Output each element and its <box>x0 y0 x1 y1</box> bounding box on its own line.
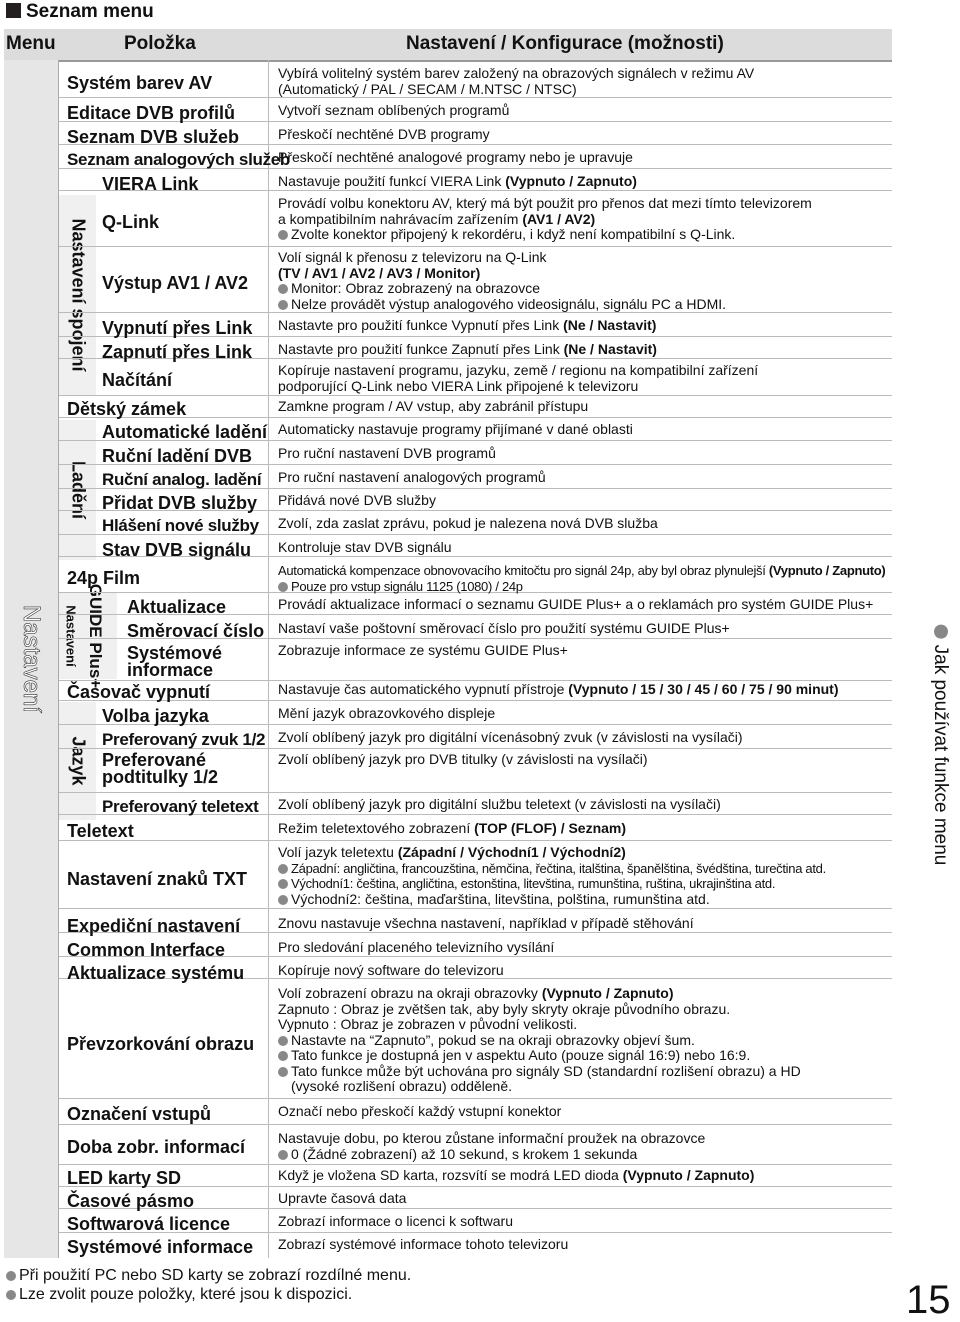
item-description <box>278 196 888 243</box>
item-description <box>278 1214 888 1230</box>
menu-item-label: Common Interface <box>67 940 226 960</box>
note-text: Tato funkce může být uchována pro signály SD (standardní rozlišení obrazu) a HD <box>291 1062 801 1079</box>
footnote-1 <box>6 1266 411 1285</box>
menu-item-label: Ruční analog. ladění <box>102 470 262 489</box>
menu-item-label: Systém barev AV <box>67 73 213 93</box>
menu-item[interactable] <box>102 730 265 750</box>
option-values: (Ne / Nastavit) <box>563 341 657 357</box>
description-text: Zobrazí informace o licenci k softwaru <box>278 1213 513 1229</box>
description-text: Zapnuto : Obraz je zvětšen tak, aby byly skryty okraje původního obrazu. <box>278 1000 731 1017</box>
side-label-text: Jak používat funkce menu <box>930 644 951 866</box>
menu-item[interactable] <box>102 318 252 338</box>
option-values: (AV1 / AV2) <box>522 210 596 227</box>
group-guide-sub-label: Nastavení <box>63 605 79 667</box>
menu-item-label-2: podtitulky 1/2 <box>102 767 219 787</box>
menu-item[interactable] <box>102 470 261 490</box>
section-title <box>6 0 154 24</box>
col-menu-header: Menu <box>6 33 56 54</box>
description-text: Mění jazyk obrazovkového displeje <box>278 705 496 721</box>
menu-item-label: Výstup AV1 / AV2 <box>102 273 249 293</box>
menu-item-label: Stav DVB signálu <box>102 540 252 560</box>
item-description <box>278 563 888 594</box>
item-description <box>278 1237 888 1253</box>
description-text: Zamkne program / AV vstup, aby zabránil přístupu <box>278 398 589 414</box>
menu-item[interactable] <box>67 821 134 841</box>
bullet-icon <box>278 1036 288 1046</box>
item-description <box>278 516 888 532</box>
menu-name: Nastavení <box>18 604 45 714</box>
description-text: Volí zobrazení obrazu na okraji obrazovky <box>278 985 538 1001</box>
item-description <box>278 66 888 97</box>
menu-item-label: Přidat DVB služby <box>102 493 258 513</box>
menu-item-label: Hlášení nové služby <box>102 516 259 535</box>
option-values: (Západní / Východní1 / Východní2) <box>397 844 626 860</box>
item-description <box>278 797 888 813</box>
description-text: Pro ruční nastavení DVB programů <box>278 445 496 461</box>
note-text: Východní1: čeština, angličtina, estonština, litevština, rumunština, ruština, ukrajinština atd. <box>291 876 776 891</box>
col-settings-header: Nastavení / Konfigurace (možnosti) <box>406 33 724 54</box>
menu-item[interactable] <box>67 150 290 170</box>
group-guide-label: GUIDE Plus+ <box>86 583 105 689</box>
menu-item-label: Zapnutí přes Link <box>102 342 253 362</box>
col-item-header: Položka <box>124 33 196 54</box>
menu-item[interactable] <box>102 212 159 232</box>
description-text: Přidává nové DVB služby <box>278 492 436 508</box>
side-tab <box>925 585 955 905</box>
description-text: Nastavuje dobu, po kterou zůstane informační proužek na obrazovce <box>278 1130 706 1146</box>
bullet-icon <box>278 864 288 874</box>
bullet-icon <box>278 879 288 889</box>
menu-item-label: Systémové <box>127 643 223 663</box>
note-text: (vysoké rozlišení obrazu) odděleně. <box>291 1078 513 1094</box>
description-text: Znovu nastavuje všechna nastavení, například v případě stěhování <box>278 915 694 931</box>
description-text: Automatická kompenzace obnovovacího kmitočtu pro signál 24p, aby byl obraz plynulejší <box>278 563 766 578</box>
menu-item[interactable] <box>67 916 240 936</box>
menu-item-label: Dětský zámek <box>67 399 187 419</box>
description-text: Nastavuje čas automatického vypnutí přístroje <box>278 681 565 697</box>
item-description <box>278 643 888 659</box>
menu-item[interactable] <box>102 540 251 560</box>
group-tuning <box>59 420 96 560</box>
row-divider <box>59 1098 892 1099</box>
description-text: Nastavte pro použití funkce Vypnutí přes Link <box>278 317 560 333</box>
column-divider <box>268 60 269 1258</box>
item-description <box>278 845 888 907</box>
menu-item-label: Aktualizace <box>127 597 227 617</box>
menu-item-label: Seznam DVB služeb <box>67 127 240 147</box>
menu-item[interactable] <box>102 446 252 466</box>
description-text: Volí signál k přenosu z televizoru na Q-Link <box>278 249 547 265</box>
item-description <box>278 916 888 932</box>
bullet-icon <box>278 895 288 905</box>
description-text: Zvolí oblíbený jazyk pro DVB titulky (v závislosti na vysílači) <box>278 751 648 767</box>
menu-item[interactable] <box>102 342 252 362</box>
item-description <box>278 250 888 312</box>
item-description <box>278 1104 888 1120</box>
item-description <box>278 540 888 556</box>
description-text: Kopíruje nový software do televizoru <box>278 962 504 978</box>
menu-item-label: 24p Film <box>67 568 141 588</box>
description-text: Vybírá volitelný systém barev založený na obrazových signálech v režimu AV <box>278 65 755 81</box>
description-text: Kontroluje stav DVB signálu <box>278 539 452 555</box>
menu-item-label: Převzorkování obrazu <box>67 1034 255 1054</box>
menu-item-label: Časovač vypnutí <box>67 682 211 702</box>
footnote-1-text: Při použití PC nebo SD karty se zobrazí rozdílné menu. <box>19 1267 412 1284</box>
menu-item[interactable] <box>67 127 239 147</box>
row-divider <box>59 840 892 841</box>
menu-item[interactable] <box>67 568 140 588</box>
bullet-icon <box>278 284 288 294</box>
note-text: Pouze pro vstup signálu 1125 (1080) / 24p <box>291 578 523 594</box>
side-label <box>929 625 951 866</box>
menu-column <box>4 60 59 1258</box>
group-link <box>59 195 96 395</box>
bullet-icon <box>278 1067 288 1077</box>
group-guide <box>59 583 117 689</box>
group-tuning-label: Ladění <box>68 460 88 520</box>
bullet-icon <box>278 300 288 310</box>
description-text: Vypnuto : Obraz je zobrazen v původní velikosti. <box>278 1016 578 1032</box>
menu-item-label: Nastavení znaků TXT <box>67 869 248 889</box>
option-values: (Vypnuto / Zapnuto) <box>768 563 886 578</box>
description-text: (Automatický / PAL / SECAM / M.NTSC / NTSC) <box>278 80 577 97</box>
row-divider <box>59 246 892 247</box>
footnote-2 <box>6 1285 352 1304</box>
menu-item-label: Softwarová licence <box>67 1214 231 1234</box>
row-divider <box>59 792 892 793</box>
menu-item-label: Směrovací číslo <box>127 621 265 641</box>
menu-item-label: Preferovaný teletext <box>102 797 259 816</box>
bullet-icon <box>278 582 288 592</box>
description-text: Označí nebo přeskočí každý vstupní konektor <box>278 1103 562 1119</box>
page-number: 15 <box>906 1278 951 1322</box>
item-description <box>278 597 888 613</box>
item-description <box>278 399 888 415</box>
menu-item[interactable] <box>127 621 264 641</box>
menu-item-label: Volba jazyka <box>102 706 209 726</box>
bullet-icon <box>278 1051 288 1061</box>
menu-item-label: LED karty SD <box>67 1168 182 1188</box>
menu-item[interactable] <box>102 706 209 726</box>
menu-item[interactable] <box>67 963 244 983</box>
menu-item[interactable] <box>102 422 267 442</box>
footnote-2-text: Lze zvolit pouze položky, které jsou k dispozici. <box>19 1286 353 1303</box>
item-description <box>278 174 888 190</box>
item-description <box>278 446 888 462</box>
menu-item-label: Expediční nastavení <box>67 916 241 936</box>
menu-item-label: Seznam analogových služeb <box>67 150 291 169</box>
menu-item[interactable] <box>67 869 247 889</box>
menu-item-label: Aktualizace systému <box>67 963 245 983</box>
description-text: Nastavuje použití funkcí VIERA Link <box>278 173 502 189</box>
item-description <box>278 1131 888 1162</box>
description-text: Když je vložena SD karta, rozsvítí se modrá LED dioda <box>278 1167 619 1183</box>
row-divider <box>59 1124 892 1125</box>
menu-item-label: Systémové informace <box>67 1237 254 1257</box>
option-values: (TOP (FLOF) / Seznam) <box>474 820 627 836</box>
note-text: Tato funkce je dostupná jen v aspektu Auto (pouze signál 16:9) nebo 16:9. <box>291 1047 751 1063</box>
row-divider <box>59 1186 892 1187</box>
section-square-icon <box>6 3 21 18</box>
menu-item[interactable] <box>102 174 198 194</box>
note-text: 0 (Žádné zobrazení) až 10 sekund, s krokem 1 sekunda <box>291 1145 638 1162</box>
menu-item[interactable] <box>127 645 222 679</box>
menu-item-label: Editace DVB profilů <box>67 103 236 123</box>
menu-item-label: Q-Link <box>102 212 159 232</box>
menu-item[interactable] <box>127 597 226 617</box>
option-values: (Vypnuto / Zapnuto) <box>505 173 637 189</box>
description-text: Zobrazuje informace ze systému GUIDE Plus+ <box>278 642 568 658</box>
menu-item[interactable] <box>67 399 186 419</box>
item-description <box>278 940 888 956</box>
option-values: (TV / AV1 / AV2 / AV3 / Monitor) <box>278 264 481 281</box>
menu-item[interactable] <box>67 682 210 702</box>
description-text: Provádí aktualizace informací o seznamu GUIDE Plus+ a o reklamách pro systém GUIDE Plus+ <box>278 596 874 612</box>
description-text: a kompatibilním nahrávacím zařízením <box>278 210 519 227</box>
menu-item-label: Časové pásmo <box>67 1191 195 1211</box>
item-description <box>278 682 888 698</box>
menu-item-label-2: informace <box>127 660 214 680</box>
description-text: Kopíruje nastavení programu, jazyku, země / regionu na kompatibilní zařízení <box>278 362 759 378</box>
item-description <box>278 422 888 438</box>
row-divider <box>59 908 892 909</box>
description-text: Přeskočí nechtěné analogové programy nebo je upravuje <box>278 149 633 165</box>
description-text: Nastaví vaše poštovní směrovací číslo pro použití systému GUIDE Plus+ <box>278 620 730 636</box>
menu-item-label: Preferovaný zvuk 1/2 <box>102 730 266 749</box>
description-text: Vytvoří seznam oblíbených programů <box>278 102 510 118</box>
item-description <box>278 986 888 1095</box>
note-text: Monitor: Obraz zobrazený na obrazovce <box>291 280 541 296</box>
item-description <box>278 752 888 768</box>
description-text: Přeskočí nechtěné DVB programy <box>278 126 490 142</box>
menu-item-label: Automatické ladění <box>102 422 268 442</box>
note-text: Východní2: čeština, maďarština, litevština, polština, rumunština atd. <box>291 890 710 907</box>
item-description <box>278 1168 888 1184</box>
item-description <box>278 706 888 722</box>
item-description <box>278 621 888 637</box>
description-text: Pro sledování placeného televizního vysílání <box>278 939 555 955</box>
side-bullet-icon <box>934 625 948 639</box>
menu-item[interactable] <box>67 1137 245 1157</box>
description-text: Pro ruční nastavení analogových programů <box>278 469 546 485</box>
menu-item[interactable] <box>102 370 172 390</box>
section-title-text: Seznam menu <box>26 1 154 22</box>
group-language <box>59 702 96 820</box>
item-description <box>278 730 888 746</box>
item-description <box>278 103 888 119</box>
group-link-label: Nastavení spojení <box>68 218 88 372</box>
row-divider <box>59 395 892 396</box>
note-text: Zvolte konektor připojený k rekordéru, i když není kompatibilní s Q-Link. <box>291 226 736 242</box>
description-text: Režim teletextového zobrazení <box>278 820 471 836</box>
note-text: Nastavte na “Zapnuto”, pokud se na okraji obrazovky objeví šum. <box>291 1031 695 1048</box>
item-description <box>278 493 888 509</box>
description-text: Automaticky nastavuje programy přijímané v dané oblasti <box>278 421 633 437</box>
option-values: (Vypnuto / 15 / 30 / 45 / 60 / 75 / 90 minut) <box>568 681 839 697</box>
option-values: (Ne / Nastavit) <box>563 317 657 333</box>
menu-item[interactable] <box>67 103 235 123</box>
row-divider <box>59 312 892 313</box>
note-text: Západní: angličtina, francouzština, němčina, řečtina, italština, španělština, švédština, turečtina atd. <box>291 860 826 876</box>
menu-item-label: Preferované <box>102 750 207 770</box>
menu-item[interactable] <box>67 1237 253 1257</box>
description-text: Provádí volbu konektoru AV, který má být použit pro přenos dat mezi tímto televizorem <box>278 195 812 211</box>
item-description <box>278 342 888 358</box>
description-text: Zvolí oblíbený jazyk pro digitální vícenásobný zvuk (v závislosti na vysílači) <box>278 729 743 745</box>
description-text: Zvolí, zda zaslat zprávu, pokud je nalezena nová DVB služba <box>278 515 658 531</box>
menu-item-label: Ruční ladění DVB <box>102 446 253 466</box>
menu-item-label: Označení vstupů <box>67 1104 212 1124</box>
note-text: Nelze provádět výstup analogového videosignálu, signálu PC a HDMI. <box>291 295 727 312</box>
menu-item-label: Doba zobr. informací <box>67 1137 246 1157</box>
menu-item[interactable] <box>102 273 248 293</box>
bullet-icon <box>278 230 288 240</box>
item-description <box>278 963 888 979</box>
description-text: Nastavte pro použití funkce Zapnutí přes Link <box>278 341 560 357</box>
item-description <box>278 318 888 334</box>
description-text: Zobrazí systémové informace tohoto televizoru <box>278 1236 569 1252</box>
row-divider <box>59 1164 892 1165</box>
menu-item[interactable] <box>67 1168 181 1188</box>
menu-item-label: Načítání <box>102 370 173 390</box>
description-text: Zvolí oblíbený jazyk pro digitální službu teletext (v závislosti na vysílači) <box>278 796 721 812</box>
menu-item[interactable] <box>67 1034 254 1054</box>
menu-item[interactable] <box>102 493 257 513</box>
item-description <box>278 363 888 394</box>
menu-item[interactable] <box>102 516 259 536</box>
option-values: (Vypnuto / Zapnuto) <box>622 1167 755 1183</box>
bullet-icon <box>6 1290 16 1300</box>
bullet-icon <box>6 1271 16 1281</box>
item-description <box>278 470 888 486</box>
table-header <box>4 29 892 62</box>
option-values: (Vypnuto / Zapnuto) <box>541 985 674 1001</box>
description-text: Volí jazyk teletextu <box>278 844 394 860</box>
menu-item[interactable] <box>102 752 218 786</box>
item-description <box>278 1191 888 1207</box>
item-description <box>278 150 888 166</box>
menu-item[interactable] <box>67 1191 194 1211</box>
group-language-label: Jazyk <box>68 736 88 786</box>
menu-item[interactable] <box>67 1214 230 1234</box>
item-description <box>278 821 888 837</box>
row-divider <box>59 97 892 98</box>
menu-item[interactable] <box>67 1104 211 1124</box>
bullet-icon <box>278 1150 288 1160</box>
menu-item[interactable] <box>67 940 225 960</box>
description-text: Upravte časová data <box>278 1190 407 1206</box>
menu-item[interactable] <box>102 797 259 817</box>
menu-item[interactable] <box>67 73 212 93</box>
item-description <box>278 127 888 143</box>
menu-item-label: VIERA Link <box>102 174 199 194</box>
description-text: podporující Q-Link nebo VIERA Link připojené k televizoru <box>278 377 639 394</box>
menu-item-label: Vypnutí přes Link <box>102 318 253 338</box>
menu-item-label: Teletext <box>67 821 134 841</box>
